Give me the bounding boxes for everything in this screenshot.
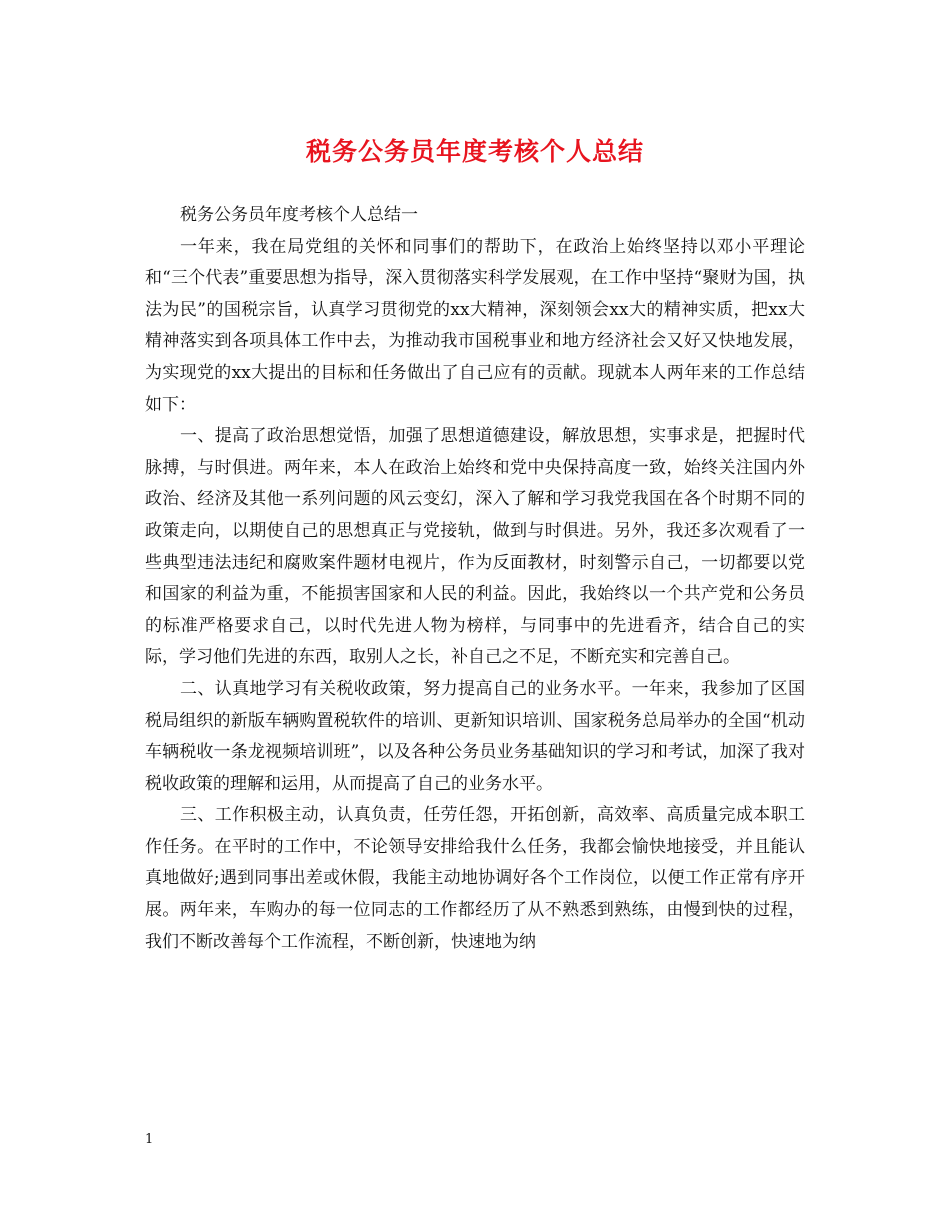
document-body (145, 200, 805, 958)
paragraph-intro: 一年来，我在局党组的关怀和同事们的帮助下，在政治上始终坚持以邓小平理论和“三个代表”重要思想为指导，深入贯彻落实科学发展观，在工作中坚持“聚财为国，执法为民”的国税宗旨，认真学习贯彻党的xx大精神，深刻领会xx大的精神实质，把xx大精神落实到各项具体工作中去，为推动我市国税事业和地方经济社会又好又快地发展，为实现党的xx大提出的目标和任务做出了自己应有的贡献。现就本人两年来的工作总结如下： (145, 236, 805, 415)
document-title: 税务公务员年度考核个人总结 (305, 137, 644, 166)
paragraph-section-three: 三、工作积极主动，认真负责，任劳任怨，开拓创新，高效率、高质量完成本职工作任务。在平时的工作中，不论领导安排给我什么任务，我都会愉快地接受，并且能认真地做好;遇到同事出差或休假，我能主动地协调好各个工作岗位，以便工作正常有序开展。两年来，车购办的每一位同志的工作都经历了从不熟悉到熟练，由慢到快的过程，我们不断改善每个工作流程，不断创新，快速地为纳 (145, 805, 805, 952)
paragraph-section-two: 二、认真地学习有关税收政策，努力提高自己的业务水平。一年来，我参加了区国税局组织的新版车辆购置税软件的培训、更新知识培训、国家税务总局举办的全国“机动车辆税收一条龙视频培训班”，以及各种公务员业务基础知识的学习和考试，加深了我对税收政策的理解和运用，从而提高了自己的业务水平。 (145, 678, 805, 794)
paragraph-section-one: 一、提高了政治思想觉悟，加强了思想道德建设，解放思想，实事求是，把握时代脉搏，与时俱进。两年来，本人在政治上始终和党中央保持高度一致，始终关注国内外政治、经济及其他一系列问题的风云变幻，深入了解和学习我党我国在各个时期不同的政策走向，以期使自己的思想真正与党接轨，做到与时俱进。另外，我还多次观看了一些典型违法违纪和腐败案件题材电视片，作为反面教材，时刻警示自己，一切都要以党和国家的利益为重，不能损害国家和人民的利益。因此，我始终以一个共产党和公务员的标准严格要求自己，以时代先进人物为榜样，与同事中的先进看齐，结合自己的实际，学习他们先进的东西，取别人之长，补自己之不足，不断充实和完善自己。 (145, 426, 805, 668)
paragraph-subtitle: 税务公务员年度考核个人总结一 (180, 205, 418, 225)
page-number: 1 (145, 1132, 154, 1147)
